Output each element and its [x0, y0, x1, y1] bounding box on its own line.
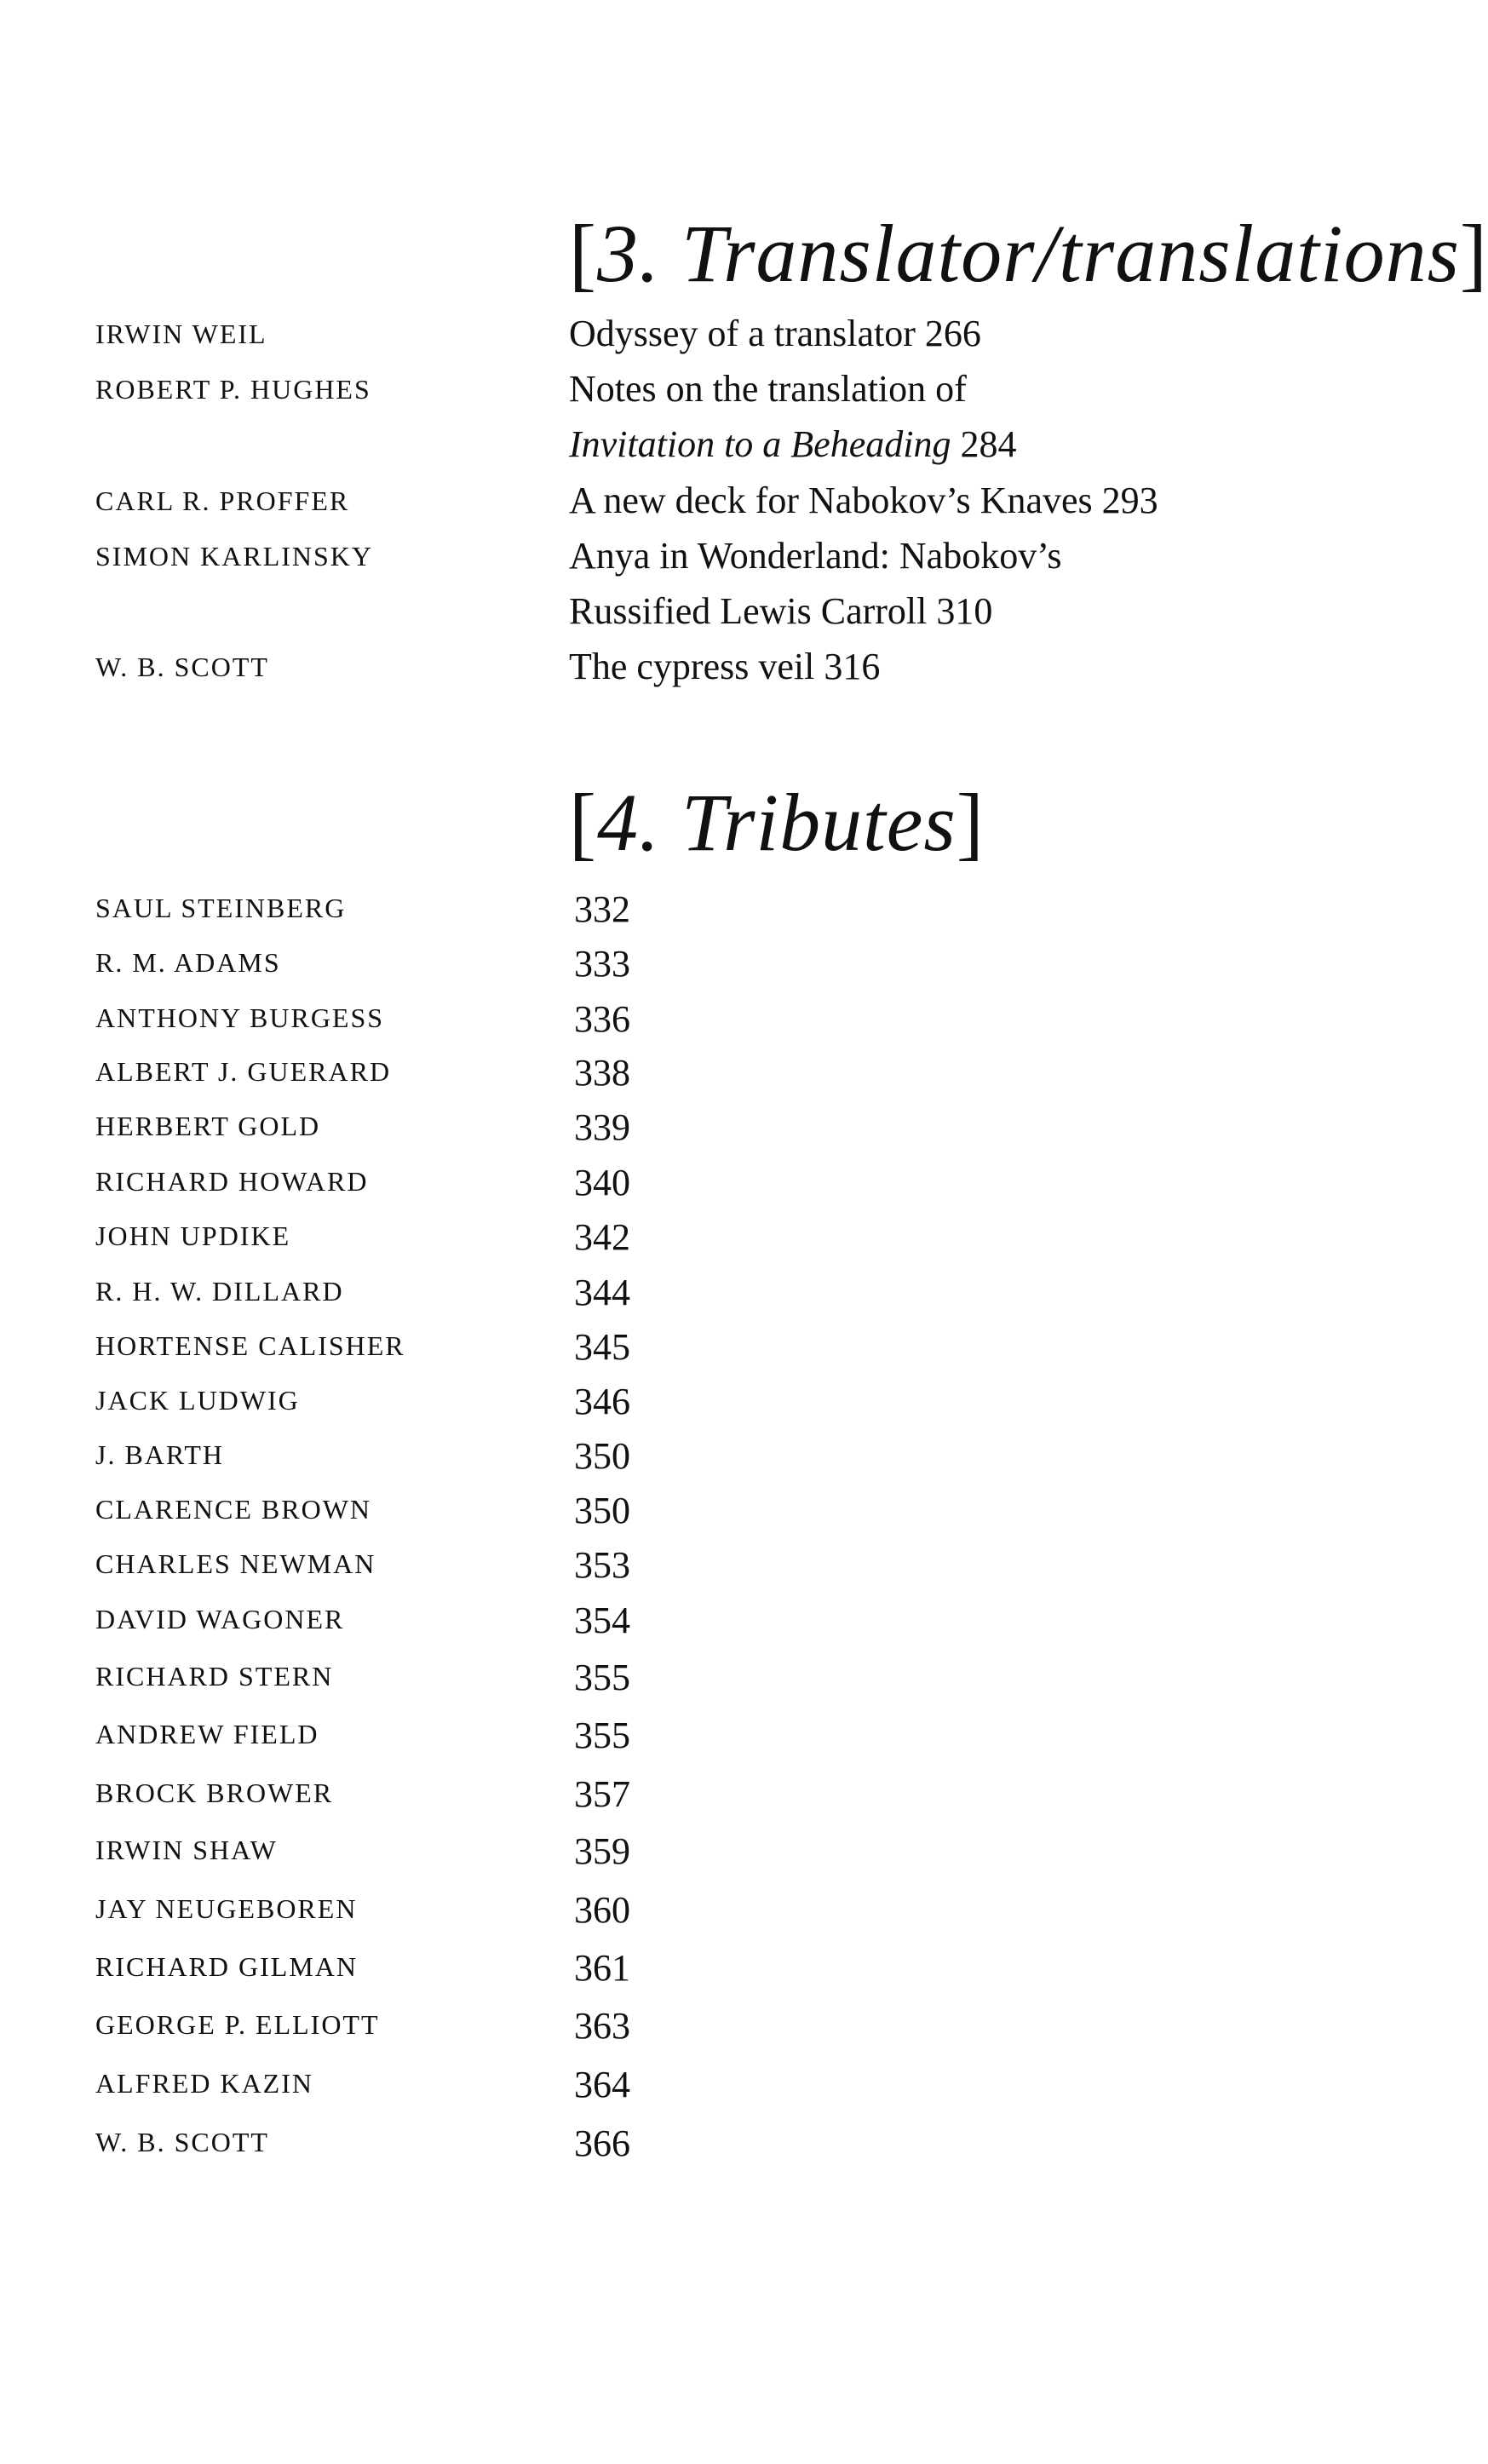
tribute-page-number: 350	[574, 1435, 630, 1477]
tribute-page-number: 353	[574, 1544, 630, 1586]
tribute-author: ANDREW FIELD	[95, 1719, 319, 1749]
tribute-author: R. H. W. DILLARD	[95, 1276, 344, 1307]
entry-page: 284	[960, 423, 1017, 465]
entry-title: Russified Lewis Carroll 310	[569, 590, 993, 632]
tribute-author: JOHN UPDIKE	[95, 1221, 291, 1251]
tribute-page-number: 344	[574, 1272, 630, 1313]
entry-title: Anya in Wonderland: Nabokov’s	[569, 535, 1062, 577]
tribute-author: ALFRED KAZIN	[95, 2068, 313, 2099]
tribute-author: ALBERT J. GUERARD	[95, 1056, 392, 1087]
author-carl-proffer: CARL R. PROFFER	[95, 485, 350, 516]
tribute-author: SAUL STEINBERG	[95, 893, 347, 923]
tribute-author: RICHARD STERN	[95, 1661, 334, 1691]
tribute-page-number: 332	[574, 888, 630, 930]
tribute-author: ANTHONY BURGESS	[95, 1002, 385, 1033]
section-3-title: Translator/translations	[681, 208, 1460, 299]
section-4-title: Tributes	[681, 777, 957, 868]
section-4-heading: [4. Tributes]	[569, 777, 985, 868]
book-title: Invitation to a Beheading	[569, 423, 951, 465]
tribute-author: BROCK BROWER	[95, 1778, 334, 1808]
tribute-author: JACK LUDWIG	[95, 1385, 300, 1416]
author-simon-karlinsky: SIMON KARLINSKY	[95, 541, 374, 571]
entry-title: A new deck for Nabokov’s Knaves 293	[569, 480, 1158, 521]
tribute-author: JAY NEUGEBOREN	[95, 1893, 358, 1924]
tribute-page-number: 340	[574, 1162, 630, 1203]
tribute-author: IRWIN SHAW	[95, 1835, 278, 1865]
tribute-author: RICHARD GILMAN	[95, 1951, 358, 1982]
section-4-number: 4.	[596, 777, 660, 868]
entry-title: Odyssey of a translator 266	[569, 313, 981, 354]
tribute-author: RICHARD HOWARD	[95, 1166, 369, 1197]
tribute-author: CLARENCE BROWN	[95, 1494, 371, 1525]
entry-title: The cypress veil 316	[569, 646, 881, 687]
tribute-page-number: 361	[574, 1947, 630, 1989]
tribute-page-number: 366	[574, 2122, 630, 2164]
author-wb-scott: W. B. SCOTT	[95, 652, 269, 682]
tribute-page-number: 355	[574, 1714, 630, 1756]
tribute-page-number: 338	[574, 1052, 630, 1094]
tribute-author: R. M. ADAMS	[95, 947, 281, 978]
entry-title: Notes on the translation of	[569, 368, 967, 410]
tribute-page-number: 360	[574, 1889, 630, 1931]
tribute-page-number: 346	[574, 1381, 630, 1422]
tribute-page-number: 364	[574, 2064, 630, 2105]
tribute-page-number: 355	[574, 1657, 630, 1698]
tribute-page-number: 339	[574, 1106, 630, 1148]
tribute-page-number: 359	[574, 1830, 630, 1872]
tribute-page-number: 363	[574, 2005, 630, 2047]
tribute-page-number: 333	[574, 943, 630, 985]
section-3-heading: [3. Translator/translations]	[569, 208, 1488, 299]
tribute-page-number: 357	[574, 1773, 630, 1815]
tribute-author: CHARLES NEWMAN	[95, 1548, 376, 1579]
section-3-number: 3.	[596, 208, 660, 299]
tribute-author: GEORGE P. ELLIOTT	[95, 2009, 380, 2040]
tribute-page-number: 350	[574, 1490, 630, 1531]
author-robert-hughes: ROBERT P. HUGHES	[95, 374, 371, 405]
tribute-author: HORTENSE CALISHER	[95, 1330, 405, 1361]
tribute-author: W. B. SCOTT	[95, 2127, 269, 2157]
tribute-page-number: 336	[574, 998, 630, 1040]
tribute-author: DAVID WAGONER	[95, 1604, 345, 1634]
author-irwin-weil: IRWIN WEIL	[95, 319, 267, 349]
tribute-page-number: 354	[574, 1600, 630, 1641]
tribute-author: J. BARTH	[95, 1439, 224, 1470]
tribute-page-number: 342	[574, 1216, 630, 1258]
tribute-author: HERBERT GOLD	[95, 1111, 321, 1141]
entry-title-italic-line	[569, 423, 1017, 465]
tribute-page-number: 345	[574, 1326, 630, 1368]
